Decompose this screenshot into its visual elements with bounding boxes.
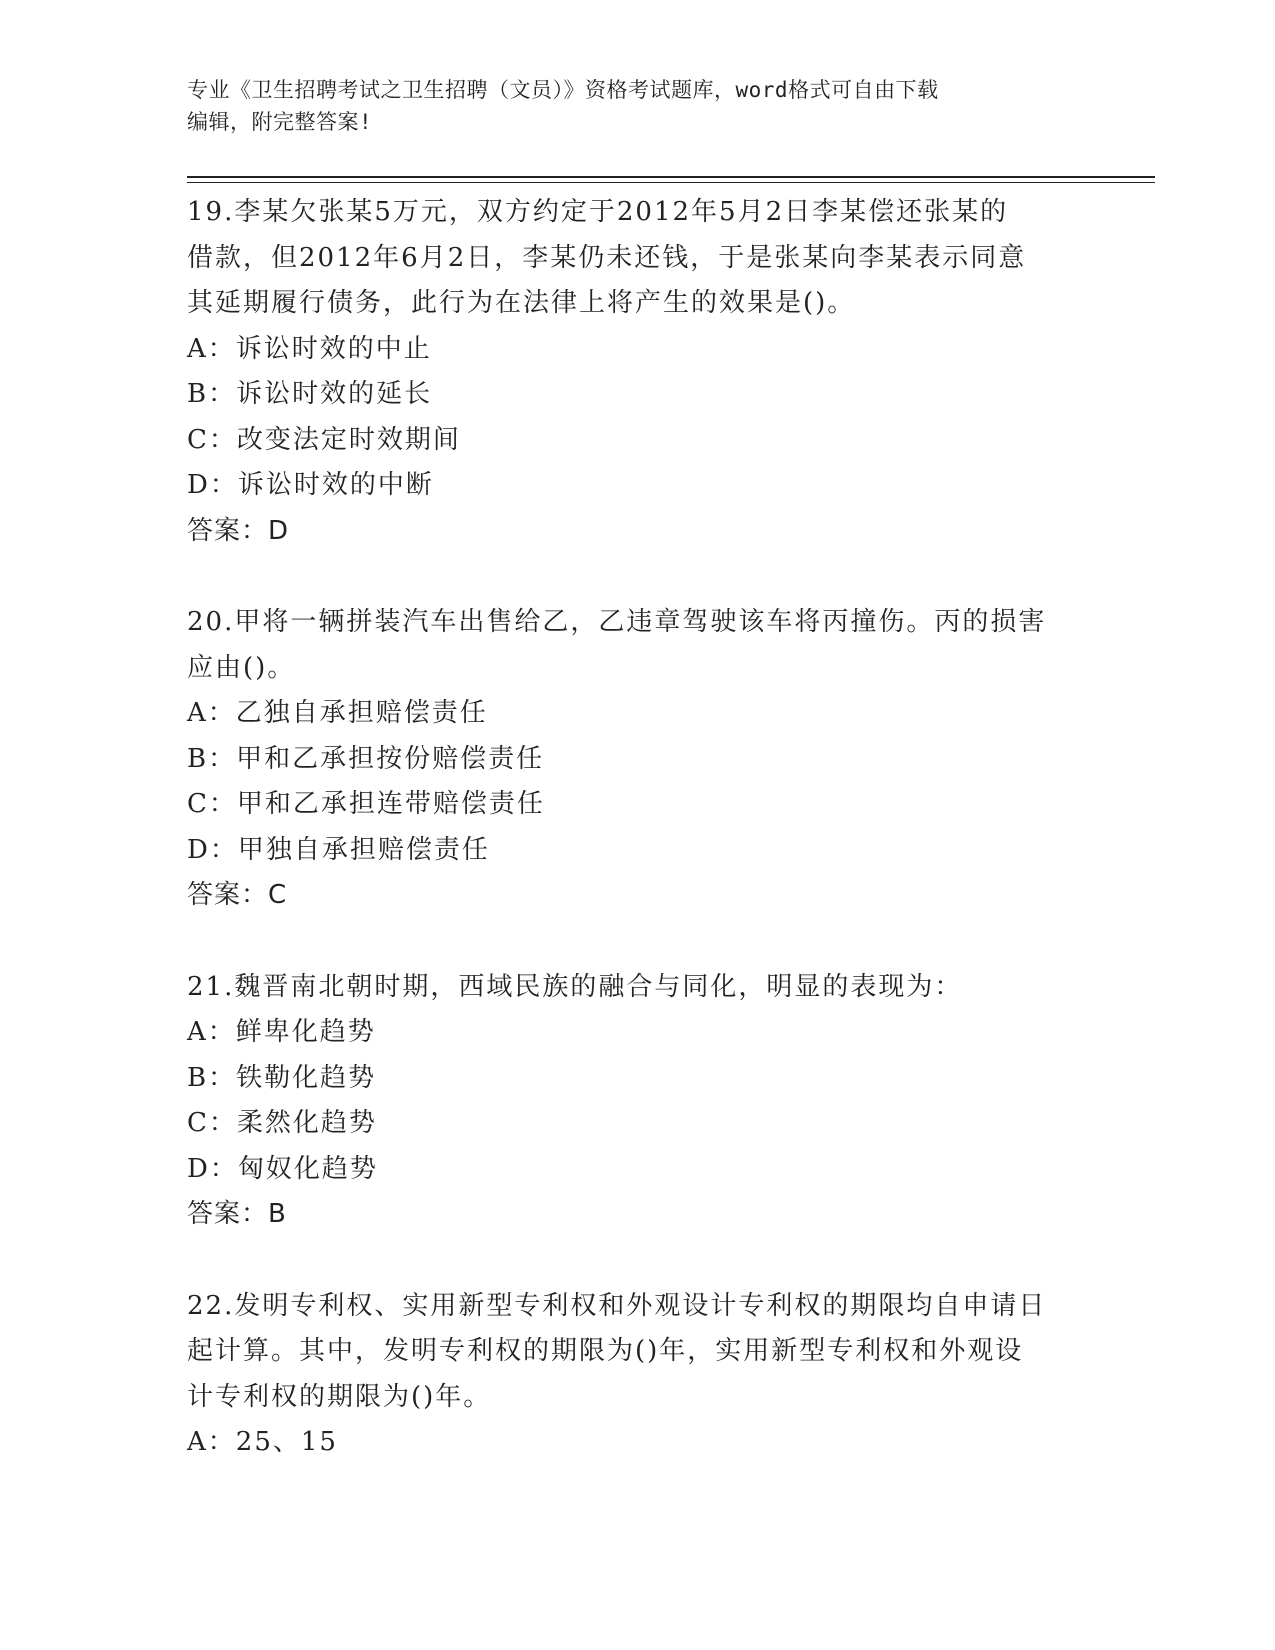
question-20-option-d: D：甲独自承担赔偿责任	[187, 834, 490, 865]
question-20-line-1: 20.甲将一辆拼装汽车出售给乙，乙违章驾驶该车将丙撞伤。丙的损害	[187, 607, 1047, 637]
question-19-line-2: 借款，但2012年6月2日，李某仍未还钱，于是张某向李某表示同意	[187, 242, 1027, 273]
question-21-answer: 答案：B	[187, 1199, 287, 1229]
question-21-option-d: D：匈奴化趋势	[187, 1153, 378, 1184]
question-22-line-1: 22.发明专利权、实用新型专利权和外观设计专利权的期限均自申请日	[187, 1290, 1047, 1321]
question-20-answer: 答案：C	[187, 880, 288, 910]
question-22-option-a: A：25、15	[187, 1427, 338, 1457]
question-19-answer: 答案：D	[187, 515, 290, 546]
question-21-option-a: A：鲜卑化趋势	[187, 1017, 376, 1047]
question-19-line-1: 19.李某欠张某5万元，双方约定于2012年5月2日李某偿还张某的	[187, 197, 1009, 227]
question-21-line-1: 21.魏晋南北朝时期，西域民族的融合与同化，明显的表现为：	[187, 971, 963, 1002]
question-19	[187, 190, 1087, 554]
question-spacer	[187, 1238, 1087, 1284]
question-19-line-3: 其延期履行债务，此行为在法律上将产生的效果是()。	[187, 288, 856, 318]
question-20-option-c: C：甲和乙承担连带赔偿责任	[187, 789, 545, 819]
header-divider-thin	[187, 182, 1155, 183]
question-22-line-3: 计专利权的期限为()年。	[187, 1381, 492, 1412]
question-21-option-b: B：铁勒化趋势	[187, 1062, 377, 1093]
question-22	[187, 1284, 1087, 1466]
header-divider-thick	[187, 176, 1155, 178]
question-19-option-c: C：改变法定时效期间	[187, 424, 461, 455]
header-line-1: 专业《卫生招聘考试之卫生招聘（文员）》资格考试题库，word格式可自由下载	[187, 78, 939, 102]
question-20	[187, 600, 1087, 919]
question-20-option-a: A：乙独自承担赔偿责任	[187, 698, 488, 728]
question-20-line-2: 应由()。	[187, 652, 296, 683]
question-21-option-c: C：柔然化趋势	[187, 1108, 377, 1138]
question-21	[187, 965, 1087, 1238]
question-22-line-2: 起计算。其中，发明专利权的期限为()年，实用新型专利权和外观设	[187, 1336, 1024, 1366]
question-19-option-b: B：诉讼时效的延长	[187, 379, 433, 409]
question-19-option-a: A：诉讼时效的中止	[187, 333, 432, 364]
question-spacer	[187, 554, 1087, 600]
question-spacer	[187, 919, 1087, 965]
question-list	[187, 190, 1087, 1466]
document-header	[187, 74, 1067, 138]
question-20-option-b: B：甲和乙承担按份赔偿责任	[187, 743, 545, 774]
header-line-2: 编辑，附完整答案!	[187, 110, 373, 134]
question-19-option-d: D：诉讼时效的中断	[187, 470, 434, 500]
